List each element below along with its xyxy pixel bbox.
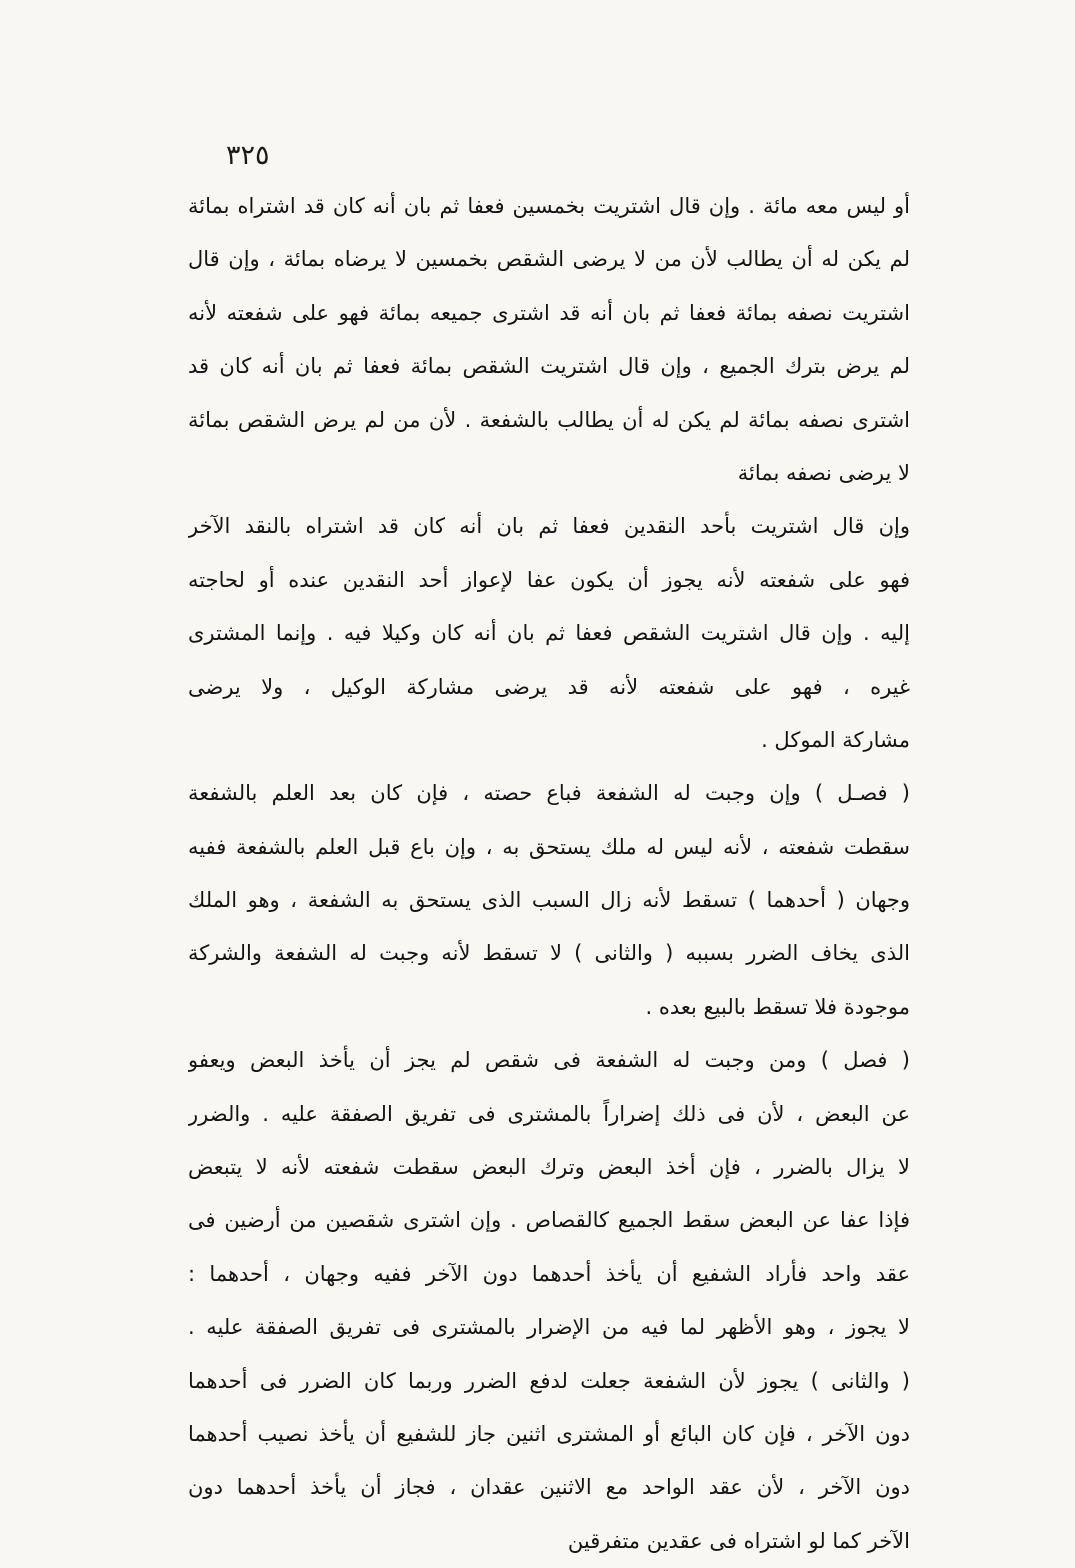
text-line: لا يزال بالضرر ، فإن أخذ البعض وترك البعض سقطت شفعته لأنه لا يتبعض	[188, 1155, 910, 1180]
text-line: دون الآخر ، لأن عقد الواحد مع الاثنين عقدان ، فجاز أن يأخذ أحدهما دون	[188, 1475, 910, 1500]
text-line: مشاركة الموكل .	[761, 727, 910, 752]
text-line: الذى يخاف الضرر بسببه ( والثانى ) لا تسقط لأنه وجبت له الشفعة والشركة	[188, 941, 910, 966]
text-line: وجهان ( أحدهما ) تسقط لأنه زال السبب الذى يستحق به الشفعة ، وهو الملك	[188, 888, 910, 913]
body-text	[188, 180, 910, 1568]
text-line: لا يجوز ، وهو الأظهر لما فيه من الإضرار بالمشترى فى تفريق الصفقة عليه .	[188, 1315, 910, 1340]
text-line: دون الآخر ، فإن كان البائع أو المشترى اثنين جاز للشفيع أن يأخذ نصيب أحدهما	[188, 1421, 910, 1446]
text-line: الآخر كما لو اشتراه فى عقدين متفرقين	[567, 1528, 910, 1553]
text-line: أو ليس معه مائة . وإن قال اشتريت بخمسين فعفا ثم بان أنه كان قد اشتراه بمائة	[188, 194, 910, 218]
text-line: موجودة فلا تسقط بالبيع بعده .	[645, 994, 910, 1019]
text-line: ( والثانى ) يجوز لأن الشفعة جعلت لدفع الضرر وربما كان الضرر فى أحدهما	[188, 1368, 910, 1393]
text-line: لم يكن له أن يطالب لأن من لا يرضى الشقص بخمسين لا يرضاه بمائة ، وإن قال	[188, 247, 910, 272]
text-line: فإذا عفا عن البعض سقط الجميع كالقصاص . وإن اشترى شقصين من أرضين فى	[188, 1208, 910, 1233]
text-line: عقد واحد فأراد الشفيع أن يأخذ أحدهما دون الآخر ففيه وجهان ، أحدهما :	[188, 1261, 910, 1286]
text-line: اشتريت نصفه بمائة فعفا ثم بان أنه قد اشترى جميعه بمائة فهو على شفعته لأنه	[188, 300, 910, 325]
text-line: ( فصل ) ومن وجبت له الشفعة فى شقص لم يجز أن يأخذ البعض ويعفو	[188, 1048, 910, 1073]
text-line: عن البعض ، لأن فى ذلك إضراراً بالمشترى فى تفريق الصفقة عليه . والضرر	[188, 1101, 910, 1126]
text-line: وإن قال اشتريت بأحد النقدين فعفا ثم بان أنه كان قد اشتراه بالنقد الآخر	[188, 514, 910, 539]
page-number: ٣٢٥	[226, 140, 270, 171]
text-line: سقطت شفعته ، لأنه ليس له ملك يستحق به ، وإن باع قبل العلم بالشفعة ففيه	[188, 834, 910, 859]
text-line: غيره ، فهو على شفعته لأنه قد يرضى مشاركة الوكيل ، ولا يرضى	[188, 674, 910, 699]
text-line: لم يرض بترك الجميع ، وإن قال اشتريت الشقص بمائة فعفا ثم بان أنه كان قد	[188, 354, 910, 379]
text-line: اشترى نصفه بمائة لم يكن له أن يطالب بالشفعة . لأن من لم يرض الشقص بمائة	[188, 407, 910, 432]
text-line: لا يرضى نصفه بمائة	[737, 460, 910, 485]
text-line: ( فصـل ) وإن وجبت له الشفعة فباع حصته ، فإن كان بعد العلم بالشفعة	[188, 781, 910, 806]
text-line: فهو على شفعته لأنه يجوز أن يكون عفا لإعواز أحد النقدين عنده أو لحاجته	[188, 567, 910, 592]
text-line: إليه . وإن قال اشتريت الشقص فعفا ثم بان أنه كان وكيلا فيه . وإنما المشترى	[188, 621, 910, 646]
